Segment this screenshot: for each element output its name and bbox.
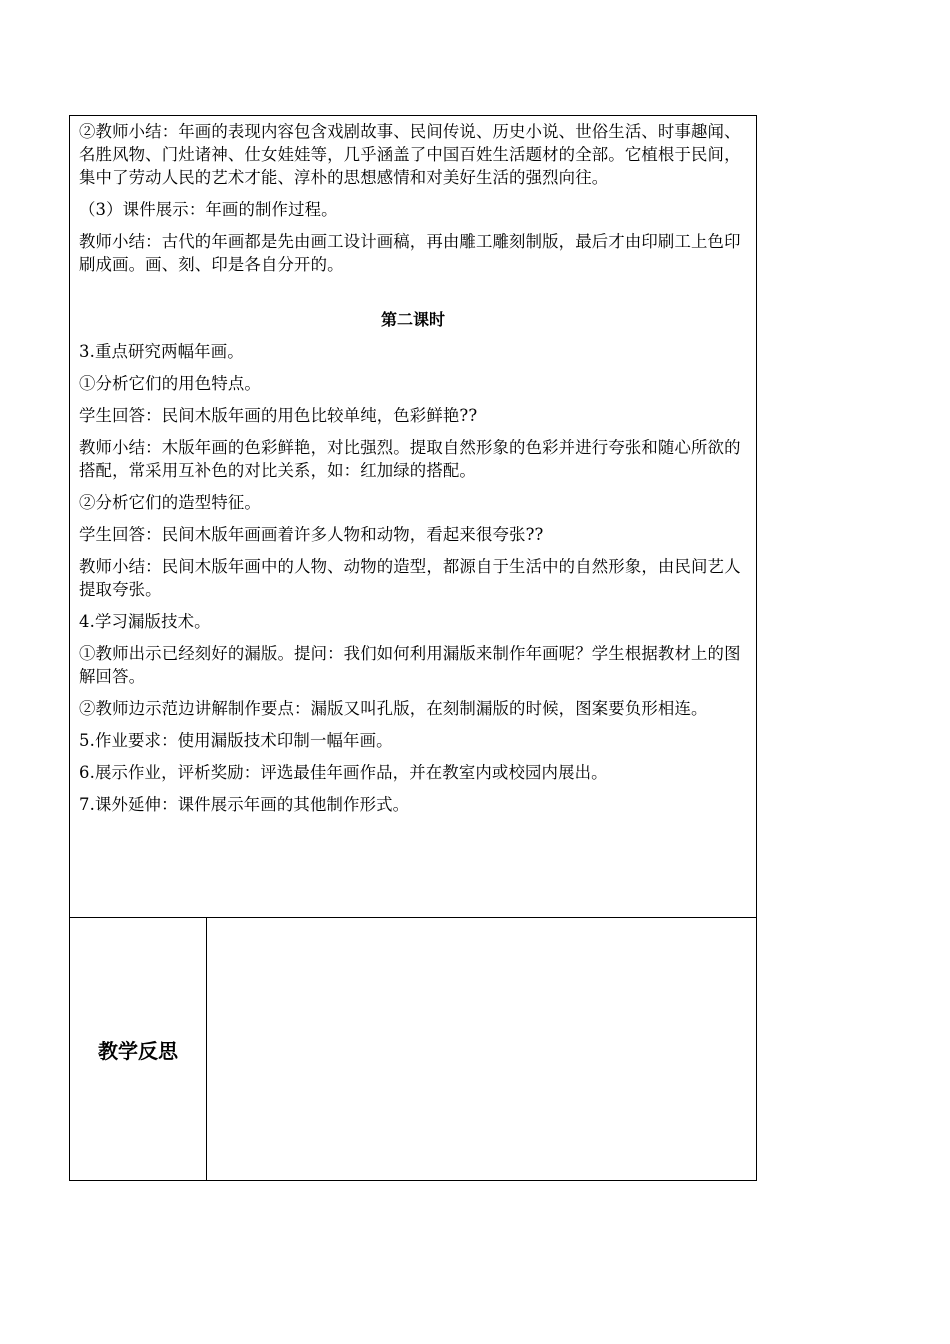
teacher-summary-process: 教师小结：古代的年画都是先由画工设计画稿，再由雕工雕刻制版，最后才由印刷工上色印刷成画。画、刻、印是各自分开的。 — [79, 232, 741, 274]
step-4: 4.学习漏版技术。 — [79, 612, 211, 631]
lesson-plan-table — [69, 115, 757, 1181]
student-answer-shape: 学生回答：民间木版年画画着许多人物和动物，看起来很夸张?? — [79, 525, 544, 544]
courseware-process: （3）课件展示：年画的制作过程。 — [79, 200, 338, 219]
spacer — [79, 285, 747, 308]
step-5: 5.作业要求：使用漏版技术印制一幅年画。 — [79, 731, 393, 750]
teacher-summary-shape: 教师小结：民间木版年画中的人物、动物的造型，都源自于生活中的自然形象，由民间艺人提取夸张。 — [79, 557, 741, 599]
section-heading: 第二课时 — [380, 310, 445, 329]
stencil-demo: ②教师边示范边讲解制作要点：漏版又叫孔版，在刻制漏版的时候，图案要负形相连。 — [79, 699, 708, 718]
shape-analysis: ②分析它们的造型特征。 — [79, 493, 261, 512]
step-7: 7.课外延伸：课件展示年画的其他制作形式。 — [79, 795, 410, 814]
reflection-label-cell — [70, 918, 207, 1180]
reflection-content-cell — [207, 918, 756, 1180]
step-6: 6.展示作业，评析奖励：评选最佳年画作品，并在教室内或校园内展出。 — [79, 763, 608, 782]
stencil-question: ①教师出示已经刻好的漏版。提问：我们如何利用漏版来制作年画呢？学生根据教材上的图解回答。 — [79, 644, 741, 686]
step-3: 3.重点研究两幅年画。 — [79, 342, 244, 361]
lesson-content-cell — [70, 116, 756, 918]
reflection-label: 教学反思 — [98, 1038, 178, 1063]
color-analysis: ①分析它们的用色特点。 — [79, 374, 261, 393]
teacher-summary-content: ②教师小结：年画的表现内容包含戏剧故事、民间传说、历史小说、世俗生活、时事趣闻、名胜风物、门灶诸神、仕女娃娃等，几乎涵盖了中国百姓生活题材的全部。它植根于民间，集中了劳动人民的艺术才能、淳朴的思想感情和对美好生活的强烈向往。 — [79, 122, 741, 187]
reflection-row — [70, 918, 756, 1180]
teacher-summary-color: 教师小结：木版年画的色彩鲜艳，对比强烈。提取自然形象的色彩并进行夸张和随心所欲的搭配，常采用互补色的对比关系，如：红加绿的搭配。 — [79, 438, 741, 480]
student-answer-color: 学生回答：民间木版年画的用色比较单纯，色彩鲜艳?? — [79, 406, 478, 425]
